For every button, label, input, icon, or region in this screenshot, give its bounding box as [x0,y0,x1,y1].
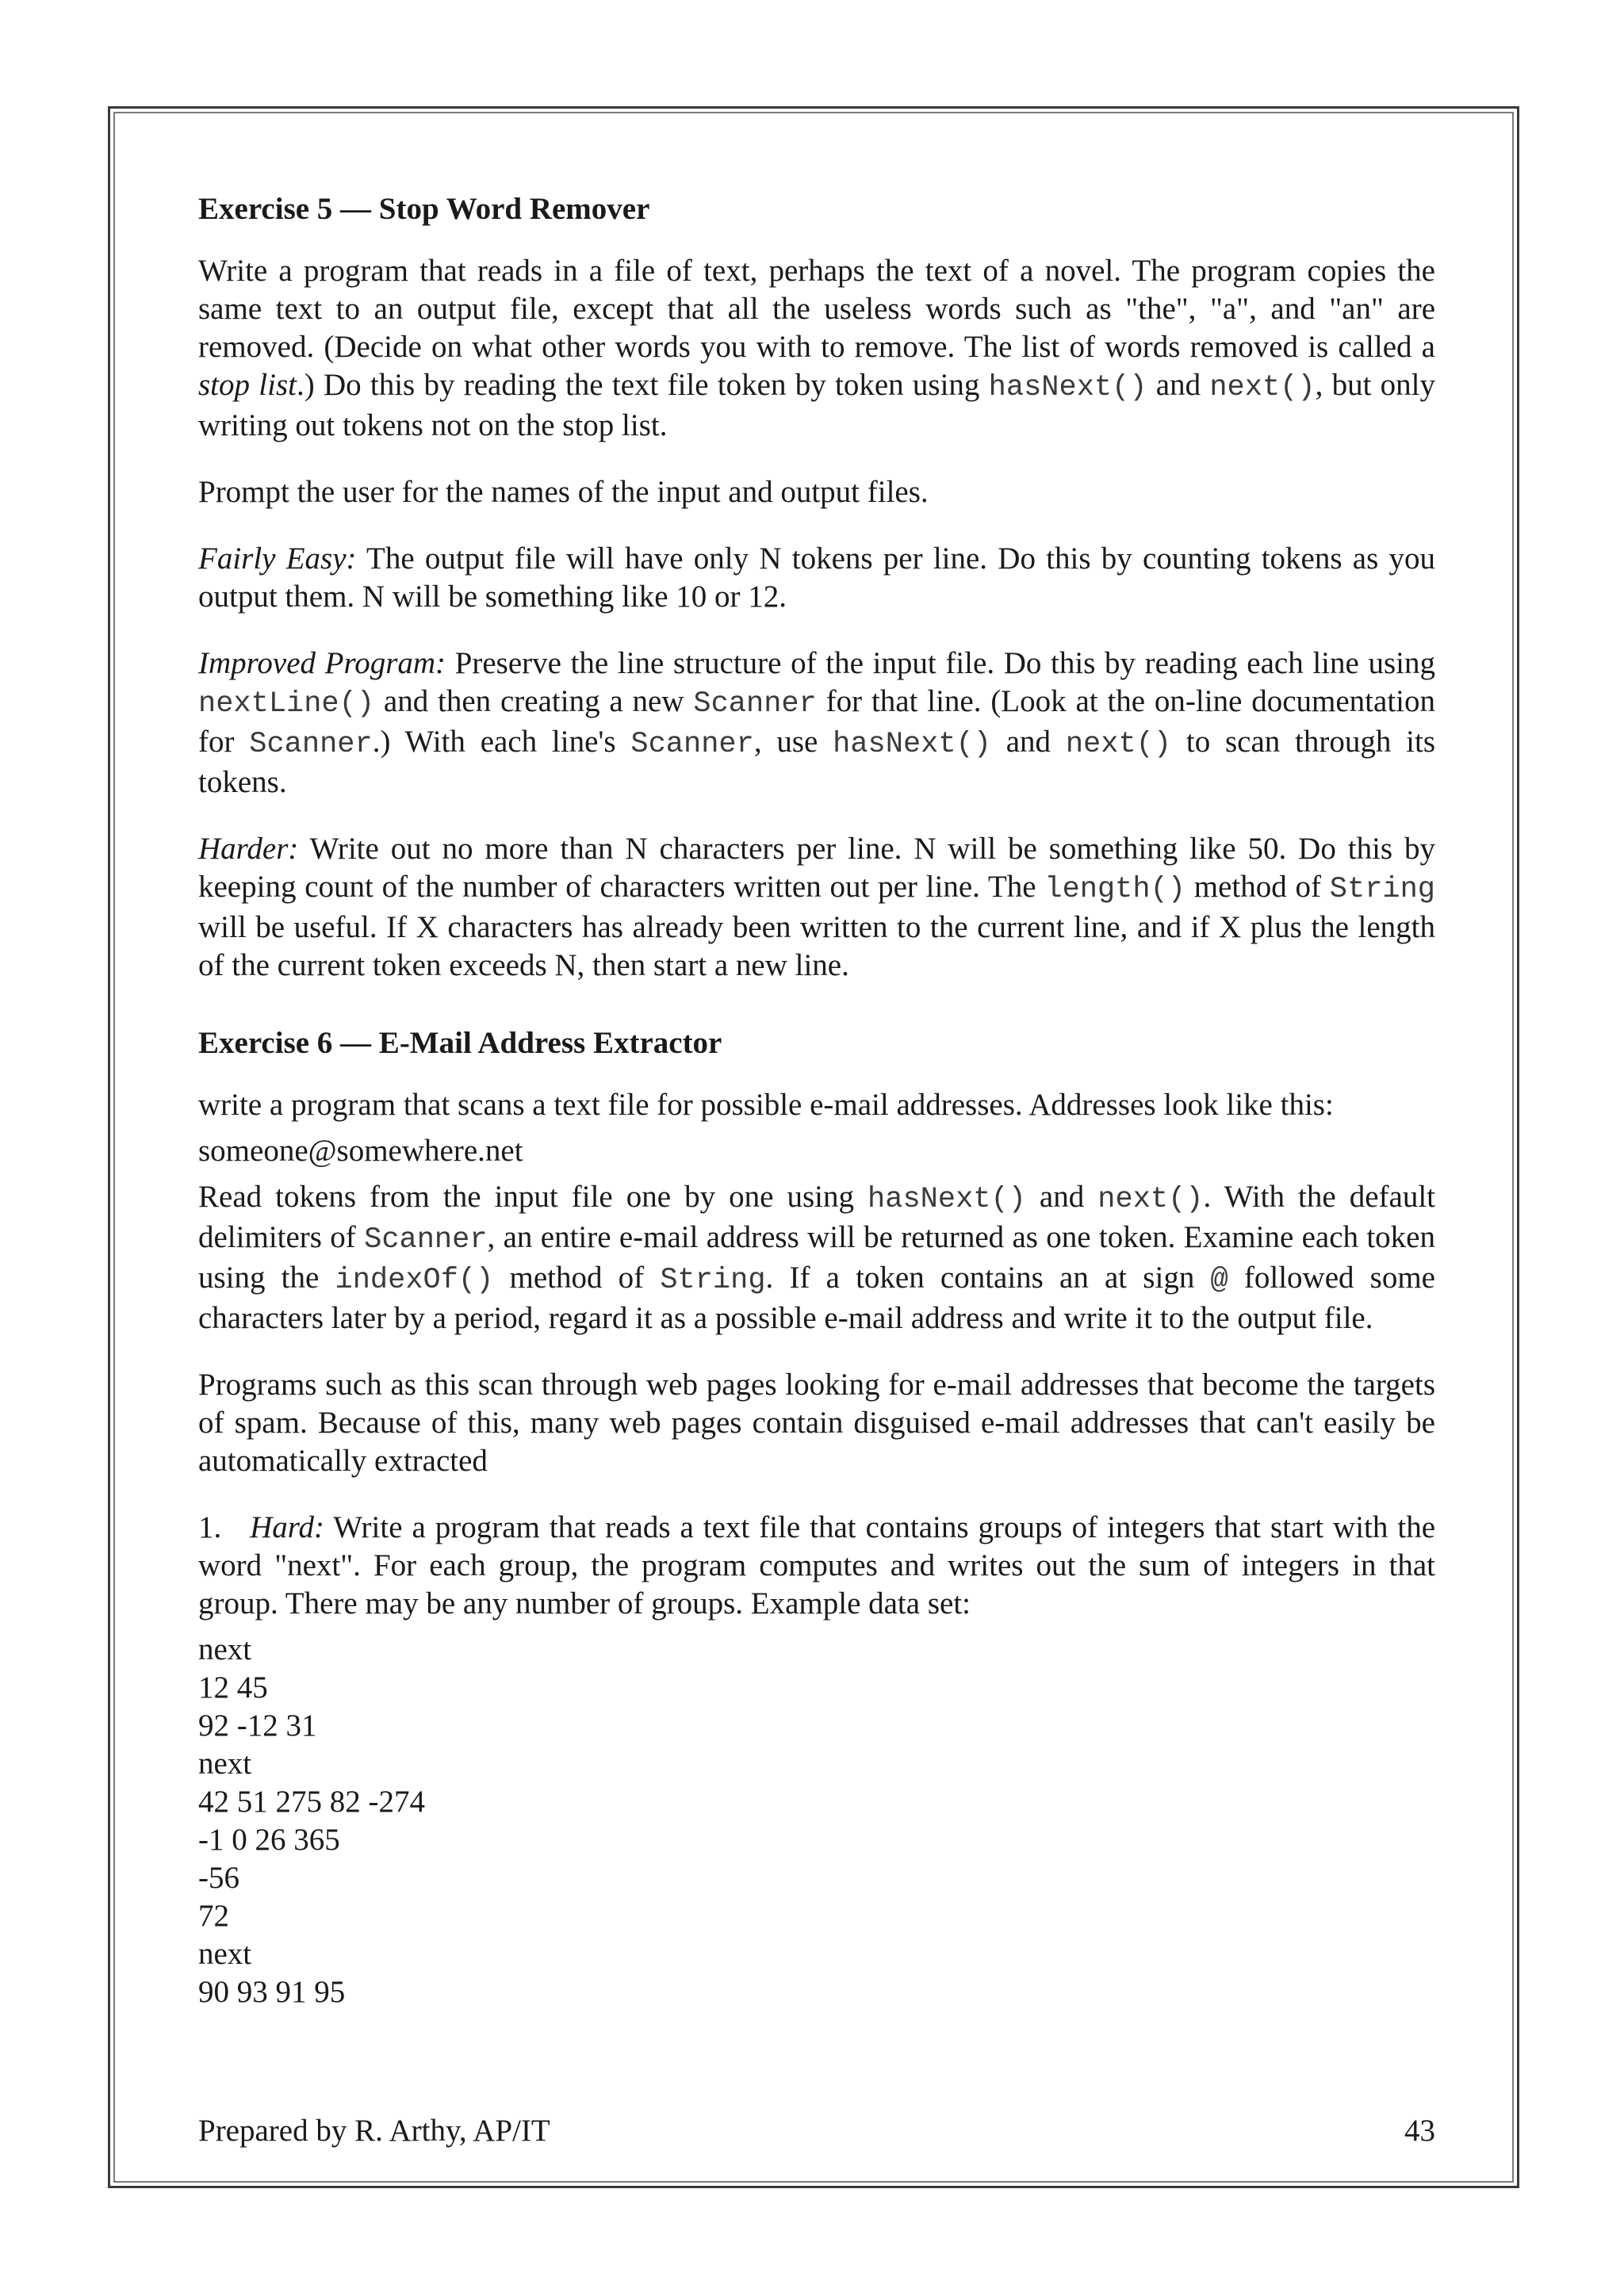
data-line: -1 0 26 365 [198,1823,340,1857]
footer-author: Prepared by R. Arthy, AP/IT [198,2114,550,2148]
data-line: next [198,1747,252,1781]
exercise-6-paragraph-3: Programs such as this scan through web pages looking for e-mail addresses that become the targets of spam. Because of this, many web pages contain disguised e-mail addresses that can't easily be automatically extracted [198,1368,1435,1478]
code-hasnext: hasNext() [988,371,1147,404]
document-body [198,190,1435,2011]
exercise-5-harder: Harder: Write out no more than N characters per line. N will be something like 50. Do this by keeping count of the number of characters written out per line. The length() method of String will be useful. If X characters has already been written to the current line, and if X plus the length of the current token exceeds N, then start a new line. [198,832,1436,982]
data-line: next [198,1937,252,1971]
code-next: next() [1209,371,1316,404]
data-line: 12 45 [198,1670,268,1705]
exercise-5-heading: Exercise 5 — Stop Word Remover [198,192,650,226]
example-email: someone@somewhere.net [198,1134,523,1168]
stop-list-term: stop list [198,368,297,402]
exercise-5-paragraph-1: Write a program that reads in a file of text, perhaps the text of a novel. The program copies the same text to an output file, except that all the useless words such as "the", "a", and "an" are removed. (Decide on what other words you with to remove. The list of words removed is called a stop list.) Do this by reading the text file token by token using hasNext() and next(), but only writing out tokens not on the stop list. [198,254,1436,442]
data-line: 42 51 275 82 -274 [198,1785,425,1819]
exercise-6-paragraph-2: Read tokens from the input file one by one using hasNext() and next(). With the default delimiters of Scanner, an entire e-mail address will be returned as one token. Examine each token using the indexOf() method of String. If a token contains an at sign @ followed some characters later by a period, regard it as a possible e-mail address and write it to the output file. [198,1180,1436,1335]
exercise-5-paragraph-2: Prompt the user for the names of the input and output files. [198,475,929,509]
exercise-6-paragraph-1: write a program that scans a text file for possible e-mail addresses. Addresses look like this: [198,1088,1334,1122]
data-line: 72 [198,1899,229,1933]
data-line: 92 -12 31 [198,1709,317,1743]
page-number: 43 [1404,2114,1435,2148]
exercise-5-fairly-easy: Fairly Easy: The output file will have only N tokens per line. Do this by counting tokens as you output them. N will be something like 10 or 12. [198,541,1435,614]
exercise-6-heading: Exercise 6 — E-Mail Address Extractor [198,1026,722,1060]
exercise-5-improved-program: Improved Program: Preserve the line structure of the input file. Do this by reading each line using nextLine() and then creating a new Scanner for that line. (Look at the on-line documentation for Scanner.) With each line's Scanner, use hasNext() and next() to scan through its tokens. [198,646,1435,799]
data-line: 90 93 91 95 [198,1975,346,2009]
data-line: next [198,1632,252,1667]
data-line: -56 [198,1861,239,1895]
page-footer [198,2112,1435,2150]
exercise-6-hard-task: 1. Hard: Write a program that reads a text file that contains groups of integers that start with the word "next". For each group, the program computes and writes out the sum of integers in that group. There may be any number of groups. Example data set: [198,1510,1435,1621]
example-data-set [198,1631,1435,2011]
